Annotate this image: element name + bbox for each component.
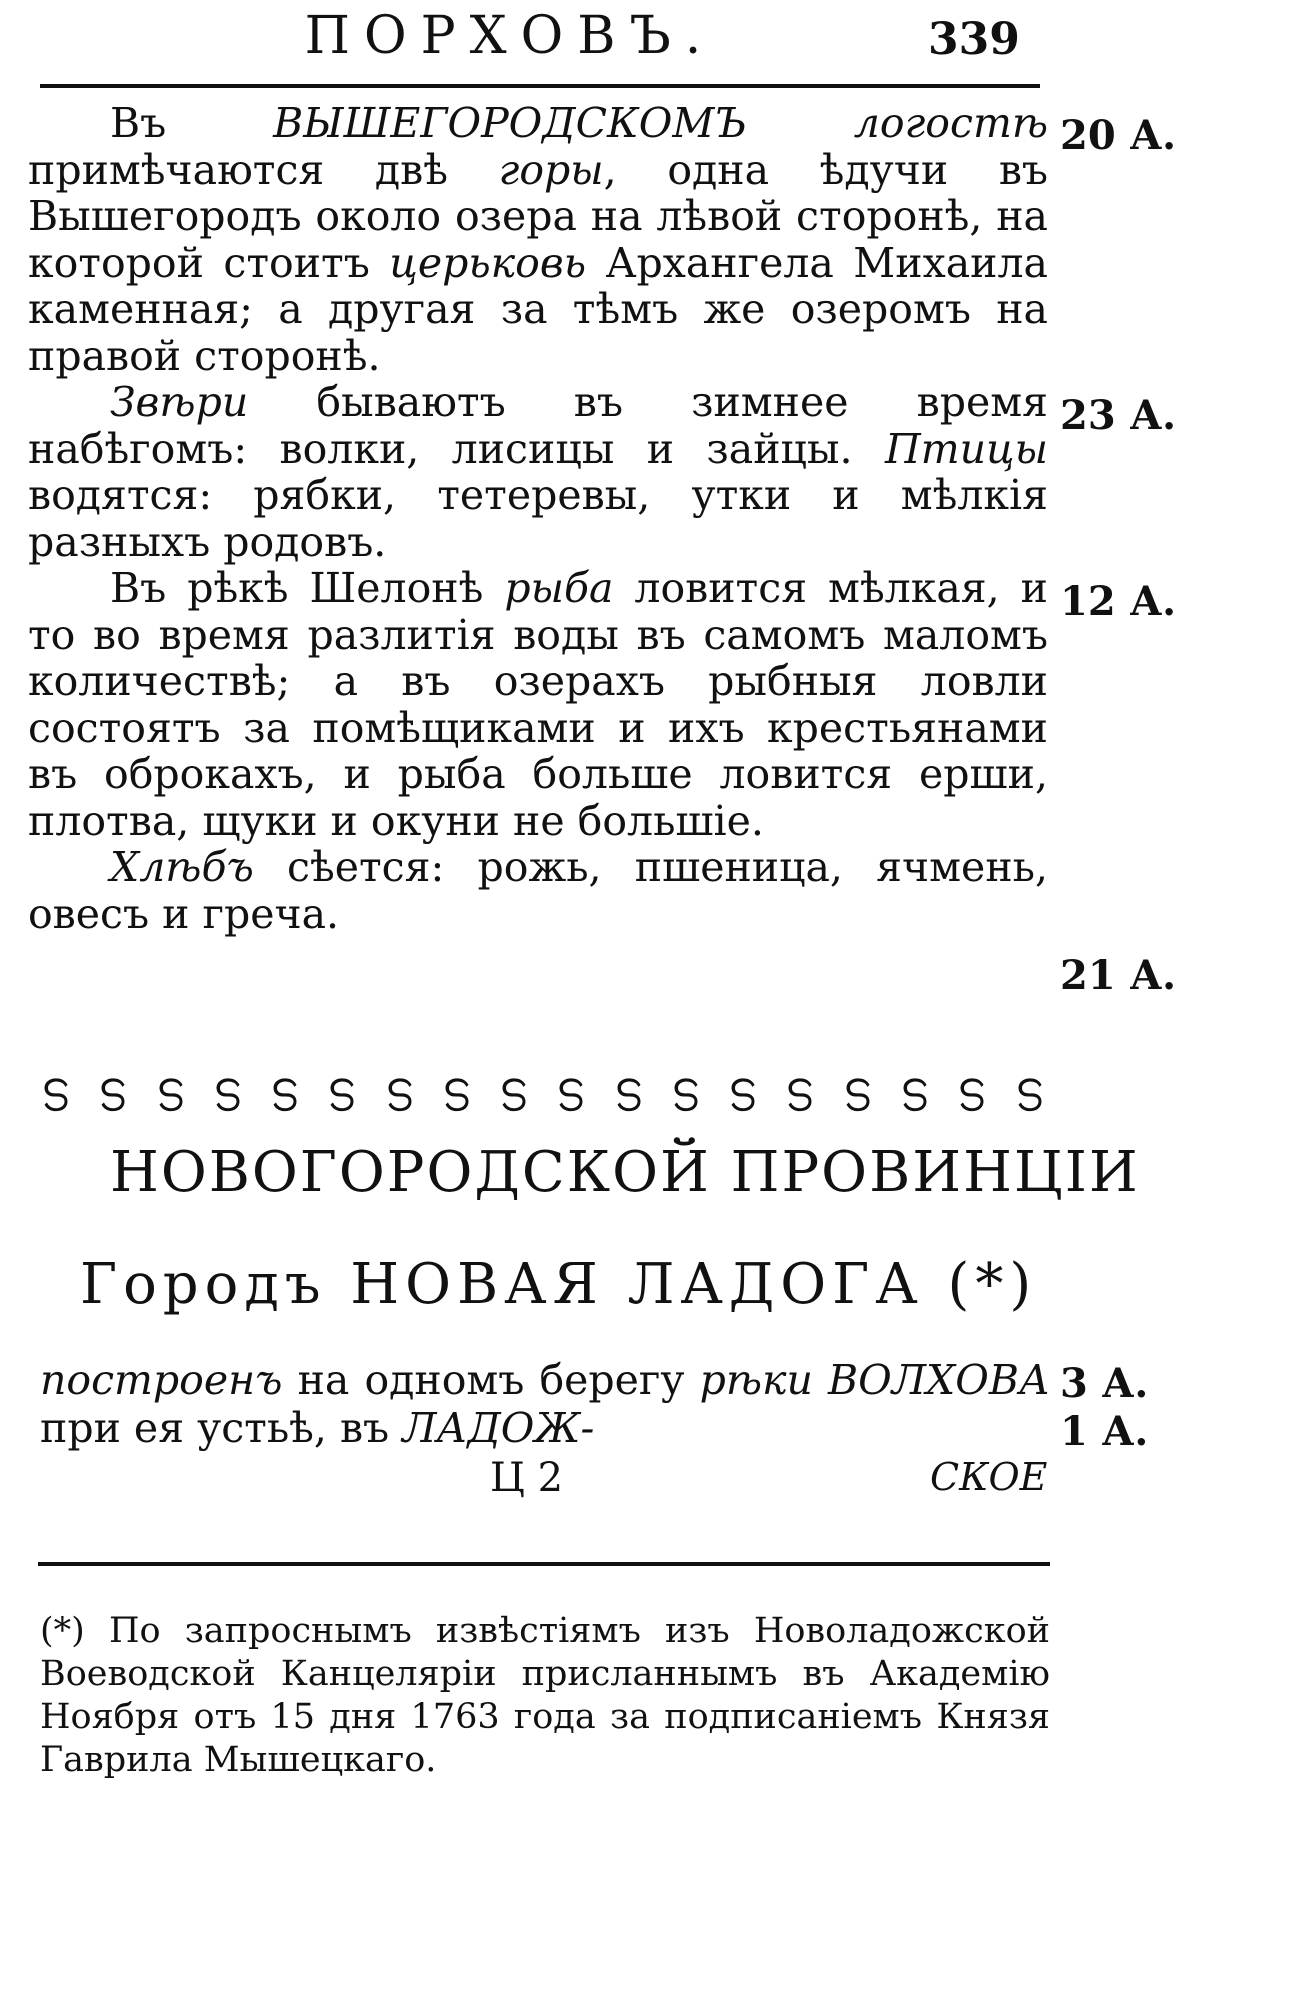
section-heading: НОВОГОРОДСКОЙ ПРОВИНЦІИ [110,1140,1140,1205]
margin-note: 23 А. [1060,392,1177,439]
ornament-glyph: ഗ [35,1074,82,1112]
text-run-italic: рѣки ВОЛХОВА [699,1356,1050,1404]
paragraph-grain [28,844,1048,937]
paragraph-vyshegorodsk [28,100,1048,379]
text-run: на одномъ берегу [282,1356,700,1404]
city-description [40,1356,1050,1452]
text-run: примѣчаются двѣ [28,145,499,194]
ornament-glyph: ഗ [207,1074,253,1112]
page-number: 339 [928,14,1020,65]
catchword: СКОЕ [930,1455,1048,1499]
body-text [28,100,1048,937]
footnote: (*) По запроснымъ извѣстіямъ изъ Новоладожской Воеводской Канцеляріи присланнымъ въ Академію Ноября отъ 15 дня 1763 года за подписаніемъ Князя Гаврила Мышецкаго. [40,1611,1050,1780]
text-run: , одна ѣдучи въ Вышегородъ около озера на лѣвой сторонѣ, на которой стоитъ [28,145,1048,287]
ornament-band [35,1068,1055,1118]
ornament-glyph: ഗ [149,1074,196,1112]
ornament-glyph: ഗ [550,1074,597,1112]
ornament-glyph: ഗ [722,1074,769,1112]
signature-mark: Ц 2 [490,1455,564,1501]
margin-note: 12 А. [1060,578,1177,625]
ornament-glyph: ഗ [92,1074,139,1112]
text-run: бываютъ въ зимнее время набѣгомъ: волки, лисицы и зайцы. [28,378,1048,473]
text-run-italic: ВЫШЕГОРОДСКОМЪ логостѣ [273,99,1049,147]
margin-note: 20 А. [1060,112,1177,159]
margin-note: 21 А. [1060,952,1177,999]
ornament-glyph: ഗ [264,1074,311,1112]
ornament-glyph: ഗ [894,1074,941,1112]
ornament-glyph: ഗ [436,1074,483,1112]
margin-note: 1 А. [1060,1408,1149,1455]
text-run: Архангела Михаила каменная; а другая за тѣмъ же озеромъ на правой сторонѣ. [28,238,1048,380]
running-header-title: ПОРХОВЪ. [304,6,716,66]
ornament-glyph: ഗ [321,1074,368,1112]
ornament-glyph: ഗ [779,1074,826,1112]
ornament-glyph: ഗ [493,1074,540,1112]
text-run-italic: Звѣри [110,378,249,426]
footnote-rule [38,1562,1050,1566]
text-run: Въ рѣкѣ Шелонѣ [110,564,505,612]
text-run: водятся: рябки, тетеревы, утки и мѣлкія разныхъ родовъ. [28,471,1048,566]
text-run-italic: горы [498,145,604,194]
header-rule [40,84,1040,88]
text-run: сѣется: рожь, пшеница, ячмень, овесъ и греча. [28,843,1048,938]
text-run: Въ [110,99,274,147]
text-run-italic: построенъ [40,1356,283,1404]
text-run-italic: Птицы [884,424,1048,473]
ornament-glyph: ഗ [951,1074,998,1112]
city-heading: Городъ НОВАЯ ЛАДОГА (*) [80,1252,1038,1317]
paragraph-fish [28,565,1048,844]
text-run: при ея устьѣ, въ [40,1404,403,1452]
text-run: ловится мѣлкая, и то во время разлитія воды въ самомъ маломъ количествѣ; а въ озерахъ рыбныя ловли состоятъ за помѣщиками и ихъ крестьянами въ оброкахъ, и рыба больше ловится ерши, плотва, щуки и окуни не большіе. [28,564,1048,845]
ornament-glyph: ഗ [665,1074,712,1112]
paragraph-animals [28,379,1048,565]
ornament-glyph: ഗ [607,1074,654,1112]
margin-note: 3 А. [1060,1360,1149,1407]
text-run-italic: Хлѣбъ [110,843,254,891]
text-run-italic: рыба [504,564,614,612]
ornament-glyph: ഗ [1008,1074,1055,1112]
ornament-glyph: ഗ [836,1074,883,1112]
text-run-italic: церьковь [389,238,587,287]
ornament-glyph: ഗ [378,1074,425,1112]
text-run-italic: ЛАДОЖ- [402,1404,595,1452]
